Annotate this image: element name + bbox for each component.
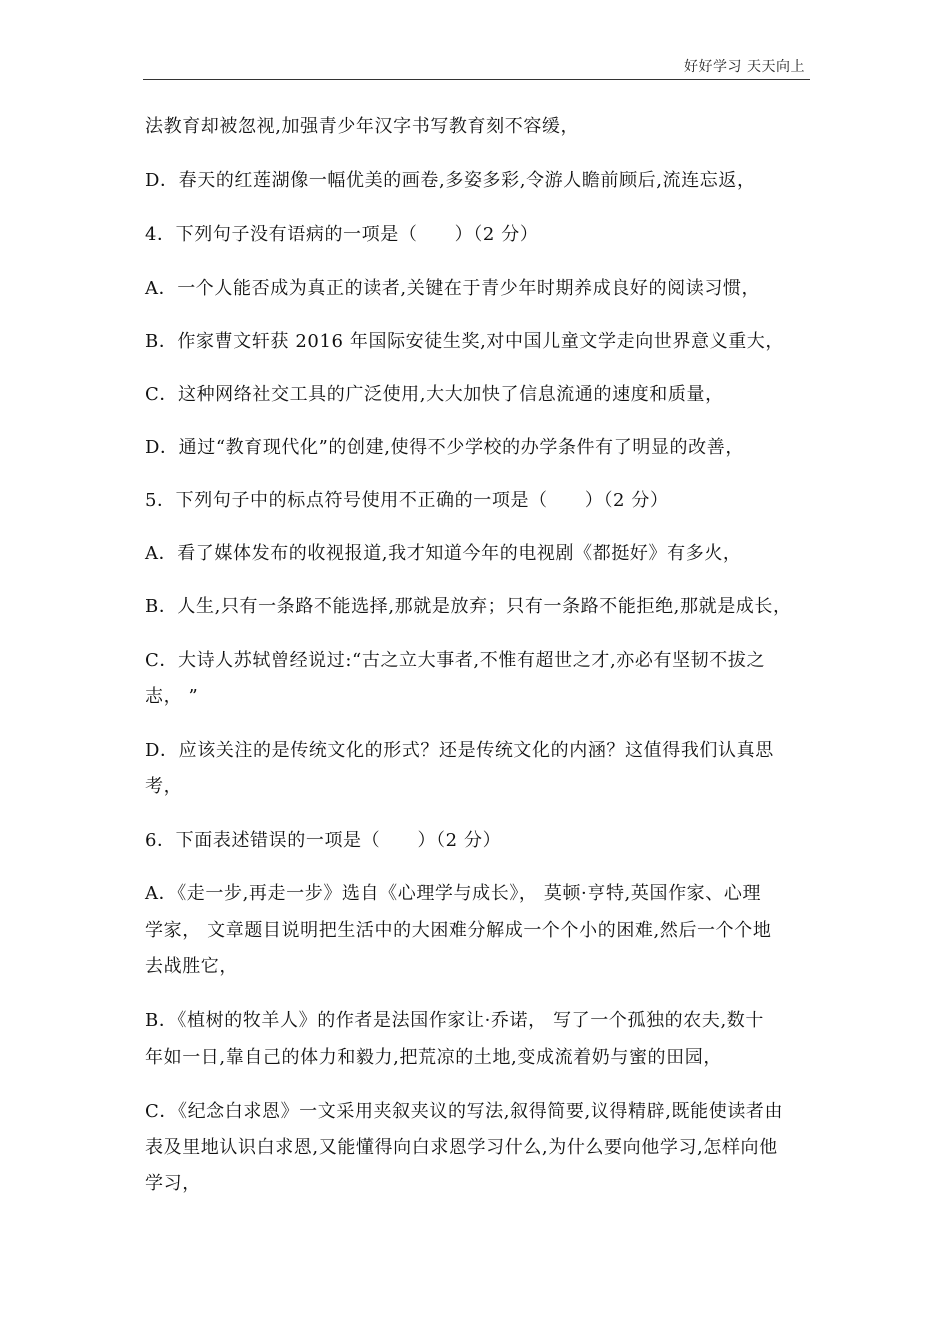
question-5-option-d: D．应该关注的是传统文化的形式？还是传统文化的内涵？这值得我们认真思 bbox=[145, 740, 774, 761]
question-4-option-d: D．通过“教育现代化”的创建,使得不少学校的办学条件有了明显的改善， bbox=[145, 437, 744, 458]
question-5-option-c-cont: 志， ” bbox=[145, 686, 199, 707]
question-6-stem: 6．下面表述错误的一项是（ ）（2 分） bbox=[145, 830, 502, 851]
question-6-option-a-cont: 去战胜它， bbox=[145, 956, 238, 977]
question-4-option-a: A．一个人能否成为真正的读者,关键在于青少年时期养成良好的阅读习惯， bbox=[145, 278, 761, 299]
text-line: 法教育却被忽视,加强青少年汉字书写教育刻不容缓， bbox=[145, 116, 580, 137]
text-line: D．春天的红莲湖像一幅优美的画卷,多姿多彩,令游人瞻前顾后,流连忘返， bbox=[145, 170, 756, 191]
question-6-option-c-cont: 表及里地认识白求恩,又能懂得向白求恩学习什么,为什么要向他学习,怎样向他 bbox=[145, 1137, 778, 1158]
question-4-option-b: B．作家曹文轩获 2016 年国际安徒生奖,对中国儿童文学走向世界意义重大， bbox=[145, 331, 784, 352]
question-5-option-d-cont: 考， bbox=[145, 776, 183, 797]
question-5-option-a: A．看了媒体发布的收视报道,我才知道今年的电视剧《都挺好》有多火， bbox=[145, 543, 742, 564]
question-6-option-b: B．《植树的牧羊人》的作者是法国作家让·乔诺， 写了一个孤独的农夫,数十 bbox=[145, 1010, 764, 1031]
question-4-option-c: C．这种网络社交工具的广泛使用,大大加快了信息流通的速度和质量， bbox=[145, 384, 724, 405]
question-6-option-a-cont: 学家， 文章题目说明把生活中的大困难分解成一个个小的困难,然后一个个地 bbox=[145, 920, 772, 941]
question-5-option-b: B．人生,只有一条路不能选择,那就是放弃；只有一条路不能拒绝,那就是成长， bbox=[145, 596, 792, 617]
header-divider bbox=[143, 79, 810, 80]
question-6-option-c-cont: 学习， bbox=[145, 1173, 201, 1194]
question-5-stem: 5．下列句子中的标点符号使用不正确的一项是（ ）（2 分） bbox=[145, 490, 669, 511]
question-6-option-c: C．《纪念白求恩》一文采用夹叙夹议的写法,叙得简要,议得精辟,既能使读者由 bbox=[145, 1101, 784, 1122]
question-6-option-a: A．《走一步,再走一步》选自《心理学与成长》， 莫顿·亨特,英国作家、心理 bbox=[145, 883, 762, 904]
question-5-option-c: C．大诗人苏轼曾经说过:“古之立大事者,不惟有超世之才,亦必有坚韧不拔之 bbox=[145, 650, 766, 671]
question-6-option-b-cont: 年如一日,靠自己的体力和毅力,把荒凉的土地,变成流着奶与蜜的田园， bbox=[145, 1047, 722, 1068]
page-header-text: 好好学习 天天向上 bbox=[684, 59, 805, 75]
question-4-stem: 4．下列句子没有语病的一项是（ ）（2 分） bbox=[145, 224, 539, 245]
